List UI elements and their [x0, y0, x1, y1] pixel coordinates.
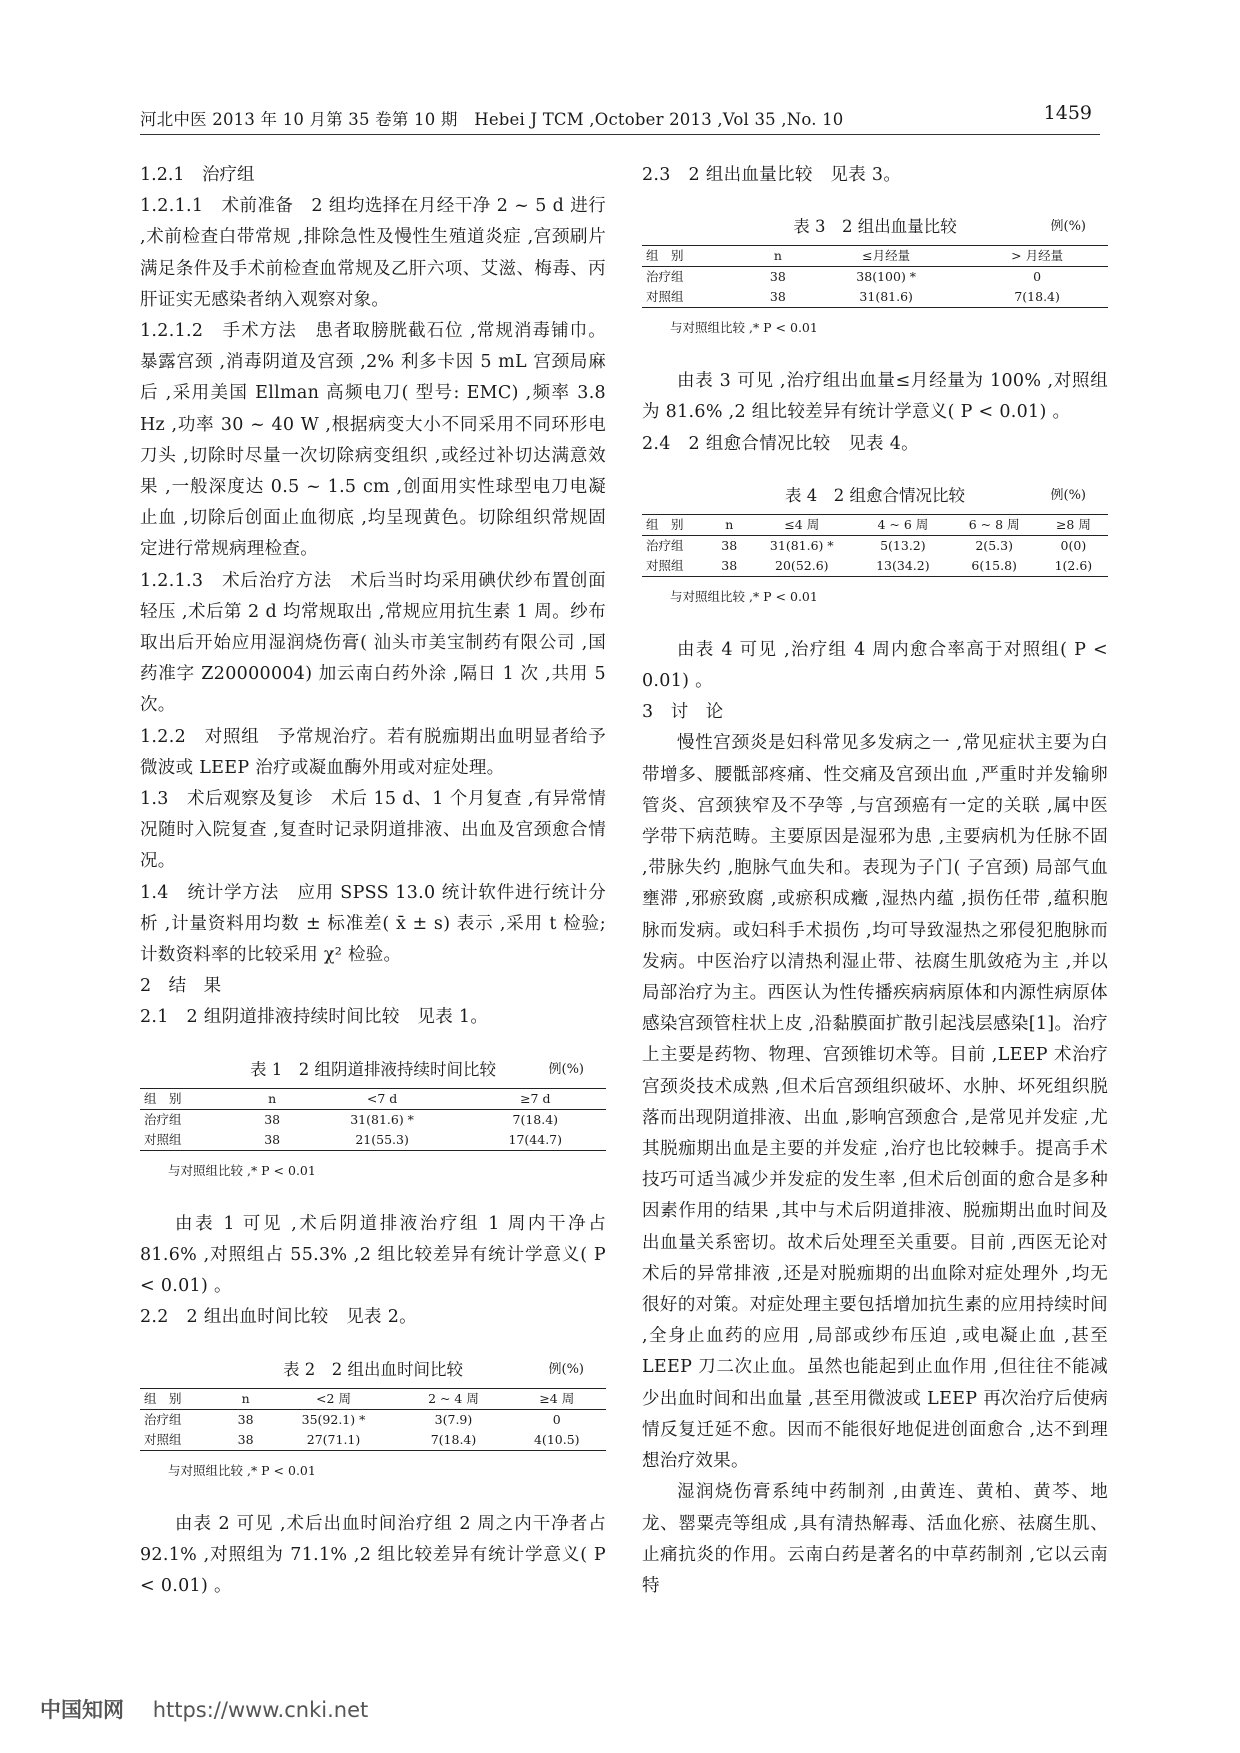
table-cell: 38	[264, 1111, 281, 1127]
table-row	[642, 535, 1108, 556]
table-cell: 5(13.2)	[880, 537, 926, 553]
table-row	[140, 1130, 606, 1151]
table-2-caption	[140, 1356, 606, 1380]
header-cell: 2 ~ 4 周	[428, 1390, 479, 1406]
paragraph: 由表 2 可见 ,术后出血时间治疗组 2 周之内干净者占 92.1% ,对照组为 71.1% ,2 组比较差异有统计学意义( P < 0.01) 。	[140, 1513, 606, 1596]
table-cell: 治疗组	[646, 537, 684, 553]
table-unit: 例(%)	[548, 1061, 584, 1077]
table-cell: 3(7.9)	[434, 1411, 473, 1427]
table-cell: 6(15.8)	[971, 557, 1017, 573]
table-note: 与对照组比较 ,* P < 0.01	[168, 1162, 316, 1178]
table-cell: 2(5.3)	[975, 537, 1013, 553]
table-cell: 13(34.2)	[876, 557, 930, 573]
paragraph: 2.2 2 组出血时间比较 见表 2。	[140, 1307, 417, 1328]
header-cell: 组 别	[646, 248, 684, 264]
left-column	[140, 160, 606, 1602]
cnki-link[interactable]: https://www.cnki.net	[152, 1698, 369, 1722]
table-row	[140, 1430, 606, 1451]
right-column	[642, 160, 1108, 1602]
paragraph: 1.4 统计学方法 应用 SPSS 13.0 统计软件进行统计分析 ,计量资料用均数 ± 标准差( x̄ ± s) 表示 ,采用 t 检验; 计数资料率的比较采用 χ² 检验。	[140, 882, 606, 966]
table-cell: 7(18.4)	[512, 1111, 559, 1127]
table-cell: 31(81.6) *	[350, 1111, 414, 1127]
table-cell: 35(92.1) *	[301, 1411, 366, 1427]
table-caption-text: 表 3 2 组出血量比较	[793, 217, 957, 237]
table-cell: 38	[721, 557, 738, 573]
table-caption-text: 表 2 2 组出血时间比较	[283, 1359, 463, 1379]
table-cell: 17(44.7)	[508, 1131, 563, 1147]
paragraph: 湿润烧伤膏系纯中药制剂 ,由黄连、黄柏、黄芩、地龙、罂粟壳等组成 ,具有清热解毒、活血化瘀、祛腐生肌、止痛抗炎的作用。云南白药是著名的中草药制剂 ,它以云南特	[642, 1482, 1108, 1596]
table-note: 与对照组比较 ,* P < 0.01	[670, 320, 818, 336]
table-cell: 38	[721, 537, 738, 553]
header-cell: n	[241, 1390, 250, 1406]
header-cell: ≤月经量	[862, 248, 911, 264]
paragraph: 由表 4 可见 ,治疗组 4 周内愈合率高于对照组( P < 0.01) 。	[642, 639, 1108, 692]
cnki-logo: 中国知网	[40, 1698, 124, 1722]
table-cell: 4(10.5)	[533, 1431, 580, 1447]
header-cell: 6 ~ 8 周	[968, 516, 1020, 532]
paragraph: 由表 1 可见 ,术后阴道排液治疗组 1 周内干净占 81.6% ,对照组占 55.3% ,2 组比较差异有统计学意义( P < 0.01) 。	[140, 1213, 606, 1297]
paragraph: 1.2.1.2 手术方法 患者取膀胱截石位 ,常规消毒铺巾。暴露宫颈 ,消毒阴道及宫颈 ,2% 利多卡因 5 mL 宫颈局麻后 ,采用美国 Ellman 高频电刀( 型号: EMC) ,频率 3.8 Hz ,功率 30 ~ 40 W ,根据病变大小不同采用不同环形电刀头 ,切除时尽量一次切除病变组织 ,或经过补切达满意效果 ,一般深度达 0.5 ~ 1.5 cm ,创面用实性球型电刀电凝止血 ,切除后创面止血彻底 ,均呈现黄色。切除组织常规固定进行常规病理检查。	[140, 321, 606, 560]
header-cell: ≥4 周	[539, 1390, 575, 1406]
table-row	[140, 1109, 606, 1130]
paragraph: 2.3 2 组出血量比较 见表 3。	[642, 165, 902, 185]
header-cell: > 月经量	[1011, 248, 1064, 264]
table-row	[642, 556, 1108, 577]
table-4-caption	[642, 482, 1108, 506]
table-cell: 对照组	[646, 289, 684, 305]
section-1-2-1: 1.2.1 治疗组	[140, 165, 255, 185]
table-cell: 0	[552, 1411, 561, 1427]
header-cell: 组 别	[144, 1090, 182, 1106]
table-header-row	[642, 246, 1108, 267]
table-cell: 27(71.1)	[306, 1431, 361, 1447]
table-row	[642, 287, 1108, 308]
header-cell: ≤4 周	[784, 516, 820, 532]
header-cell: n	[268, 1090, 277, 1106]
running-header	[140, 104, 1100, 135]
section-discussion-heading: 3 讨 论	[642, 702, 724, 723]
table-cell: 38	[237, 1411, 254, 1427]
header-cell: n	[725, 516, 734, 532]
table-3	[642, 245, 1108, 308]
table-cell: 31(81.6) *	[769, 537, 834, 553]
paragraph: 2.1 2 组阴道排液持续时间比较 见表 1。	[140, 1007, 489, 1028]
table-cell: 对照组	[144, 1131, 182, 1147]
header-cell: <2 周	[316, 1390, 351, 1406]
table-caption-text: 表 1 2 组阴道排液持续时间比较	[250, 1059, 496, 1079]
table-cell: 1(2.6)	[1054, 557, 1093, 573]
header-cell: 组 别	[144, 1390, 182, 1406]
table-cell: 7(18.4)	[1014, 289, 1060, 305]
table-row	[642, 267, 1108, 288]
paragraph: 1.2.2 对照组 予常规治疗。若有脱痂期出血明显者给予微波或 LEEP 治疗或凝血酶外用或对症处理。	[140, 726, 606, 778]
header-cell: 组 别	[646, 516, 684, 532]
header-cell: 4 ~ 6 周	[877, 516, 929, 532]
table-cell: 0(0)	[1060, 537, 1087, 553]
table-cell: 38	[237, 1431, 254, 1447]
page-number: 1459	[1043, 102, 1092, 124]
table-note: 与对照组比较 ,* P < 0.01	[168, 1462, 316, 1478]
header-cell: n	[773, 248, 782, 264]
table-cell: 对照组	[646, 557, 684, 573]
table-cell: 治疗组	[646, 269, 684, 285]
table-header-row	[140, 1088, 606, 1109]
header-cell: ≥8 周	[1055, 516, 1091, 532]
table-cell: 治疗组	[144, 1411, 182, 1427]
table-cell: 31(81.6)	[859, 289, 913, 305]
table-unit: 例(%)	[548, 1361, 584, 1377]
table-cell: 20(52.6)	[775, 557, 829, 573]
table-note: 与对照组比较 ,* P < 0.01	[670, 588, 818, 604]
header-cell: ≥7 d	[520, 1090, 551, 1106]
table-cell: 7(18.4)	[430, 1431, 477, 1447]
paragraph: 由表 3 可见 ,治疗组出血量≤月经量为 100% ,对照组为 81.6% ,2 组比较差异有统计学意义( P < 0.01) 。	[642, 371, 1108, 423]
watermark-footer	[40, 1694, 368, 1724]
table-cell: 38	[264, 1131, 281, 1147]
table-cell: 38	[769, 289, 786, 305]
table-cell: 38	[769, 269, 786, 285]
table-caption-text: 表 4 2 组愈合情况比较	[785, 485, 965, 505]
paragraph: 慢性宫颈炎是妇科常见多发病之一 ,常见症状主要为白带增多、腰骶部疼痛、性交痛及宫颈出血 ,严重时并发输卵管炎、宫颈狭窄及不孕等 ,与宫颈癌有一定的关联 ,属中医学带下病范畴。主要原因是湿邪为患 ,主要病机为任脉不固 ,带脉失约 ,胞脉气血失和。表现为子门( 子宫颈) 局部气血壅滞 ,邪瘀致腐 ,或瘀积成癥 ,湿热内蕴 ,损伤任带 ,蕴积胞脉而发病。或妇科手术损伤 ,均可导致湿热之邪侵犯胞脉而发病。中医治疗以清热利湿止带、祛腐生肌敛疮为主 ,并以局部治疗为主。西医认为性传播疾病病原体和内源性病原体感染宫颈管柱状上皮 ,沿黏膜面扩散引起浅层感染[1]。治疗上主要是药物、物理、宫颈锥切术等。目前 ,LEEP 术治疗宫颈炎技术成熟 ,但术后宫颈组织破坏、水肿、坏死组织脱落而出现阴道排液、出血 ,影响宫颈愈合 ,是常见并发症 ,尤其脱痂期出血是主要的并发症 ,治疗也比较棘手。提高手术技巧可适当减少并发症的发生率 ,但术后创面的愈合是多种因素作用的结果 ,其中与术后阴道排液、脱痂期出血时间及出血量关系密切。故术后处理至关重要。目前 ,西医无论对术后的异常排液 ,还是对脱痂期的出血除对症处理外 ,均无很好的对策。对症处理主要包括增加抗生素的应用持续时间 ,全身止血药的应用 ,局部或纱布压迫 ,或电凝止血 ,甚至 LEEP 刀二次止血。虽然也能起到止血作用 ,但往往不能减少出血时间和出血量 ,甚至用微波或 LEEP 再次治疗后使病情反复迁延不愈。因而不能很好地促进创面愈合 ,达不到理想治疗效果。	[642, 733, 1108, 1472]
table-3-caption	[642, 213, 1108, 237]
table-cell: 21(55.3)	[355, 1131, 409, 1147]
header-cell: <7 d	[366, 1090, 398, 1106]
table-cell: 治疗组	[144, 1111, 182, 1127]
table-cell: 38(100) *	[856, 269, 917, 285]
table-1-caption	[140, 1056, 606, 1080]
paragraph: 1.2.1.1 术前准备 2 组均选择在月经干净 2 ~ 5 d 进行 ,术前检查白带常规 ,排除急性及慢性生殖道炎症 ,宫颈刷片满足条件及手术前检查血常规及乙肝六项、艾滋、梅毒、丙肝证实无感染者纳入观察对象。	[140, 196, 606, 310]
table-cell: 0	[1033, 269, 1042, 285]
table-unit: 例(%)	[1050, 219, 1086, 235]
table-unit: 例(%)	[1050, 487, 1086, 503]
section-results-heading: 2 结 果	[140, 976, 222, 997]
journal-citation: 河北中医 2013 年 10 月第 35 卷第 10 期 Hebei J TCM ,October 2013 ,Vol 35 ,No. 10	[140, 110, 844, 129]
paragraph: 2.4 2 组愈合情况比较 见表 4。	[642, 433, 919, 454]
table-row	[140, 1409, 606, 1430]
paragraph: 1.3 术后观察及复诊 术后 15 d、1 个月复查 ,有异常情况随时入院复查 ,复查时记录阴道排液、出血及宫颈愈合情况。	[140, 789, 606, 872]
table-header-row	[642, 514, 1108, 535]
table-cell: 对照组	[144, 1431, 182, 1447]
table-header-row	[140, 1388, 606, 1409]
table-4	[642, 514, 1108, 577]
table-1	[140, 1088, 606, 1151]
table-2	[140, 1388, 606, 1451]
paragraph: 1.2.1.3 术后治疗方法 术后当时均采用碘伏纱布置创面轻压 ,术后第 2 d 均常规取出 ,常规应用抗生素 1 周。纱布取出后开始应用湿润烧伤膏( 汕头市美宝制药有限公司 ,国药准字 Z20000004) 加云南白药外涂 ,隔日 1 次 ,共用 5 次。	[140, 570, 606, 716]
